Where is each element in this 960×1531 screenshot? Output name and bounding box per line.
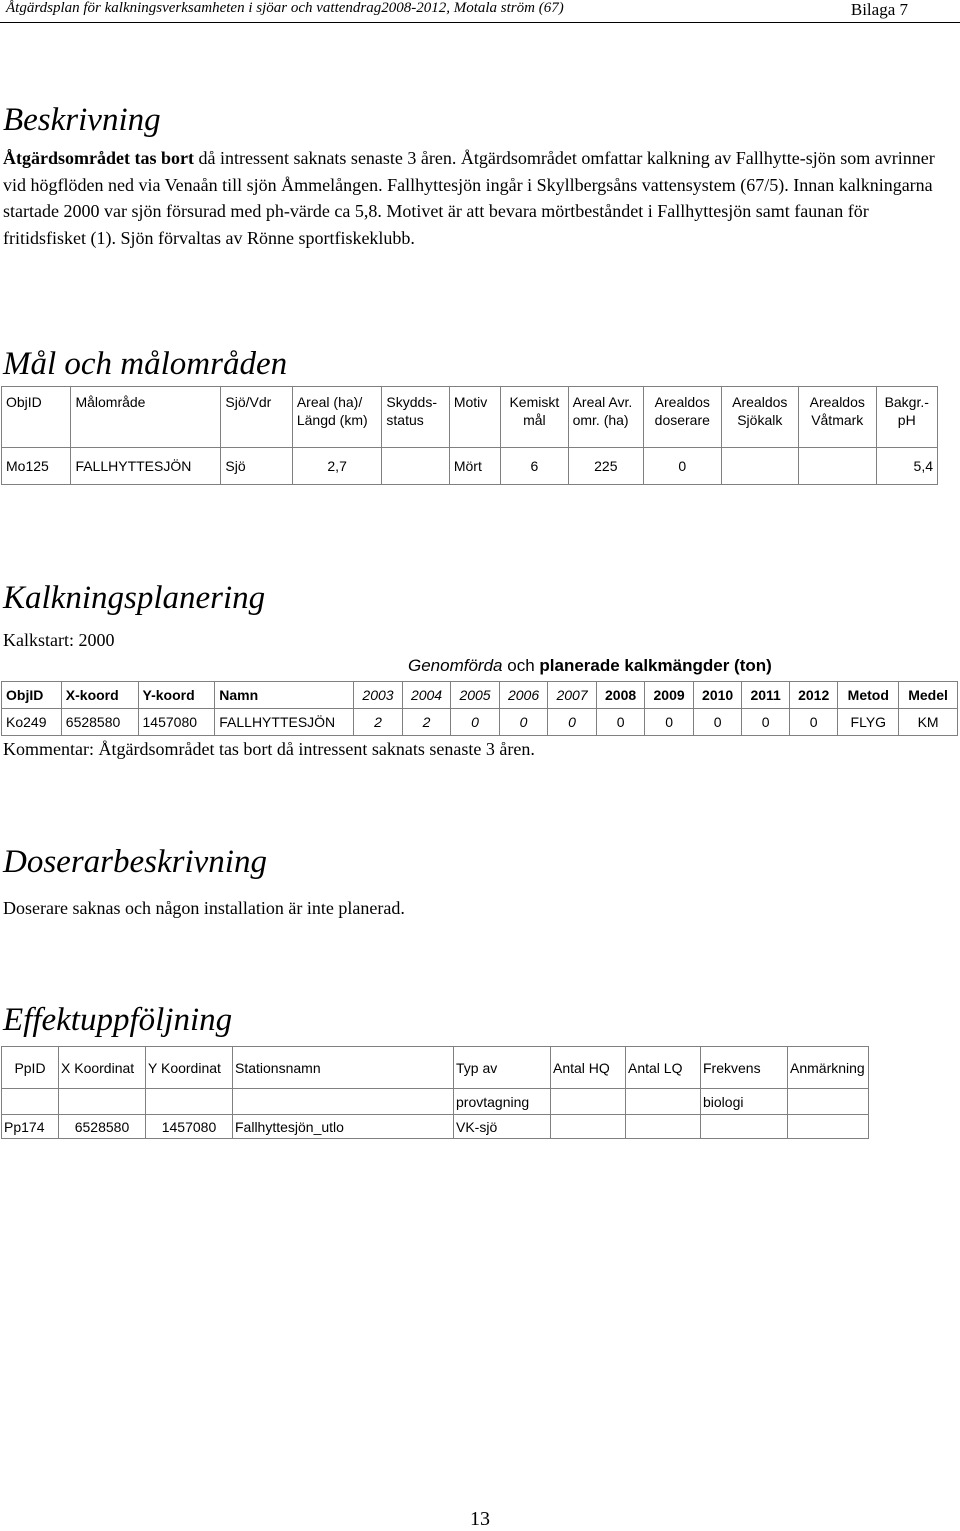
mal-header-row: [2, 387, 938, 448]
mal-table: [1, 386, 938, 485]
effekt-header-row-1: [2, 1047, 869, 1089]
kalk-cell-2011: 0: [742, 709, 790, 736]
mal-header-motiv: Motiv: [449, 387, 500, 448]
mal-cell-kemiskt-mal: 6: [501, 448, 568, 485]
mal-data-row: [2, 448, 938, 485]
kalk-header-2008: 2008: [596, 682, 645, 709]
mal-header-arealdos-sjokalk: Arealdos Sjökalk: [721, 387, 798, 448]
kalk-cell-2004: 2: [402, 709, 451, 736]
mal-header-malomrade: Målområde: [71, 387, 221, 448]
effekt-cell-frekvens: [701, 1115, 788, 1139]
kalk-cell-y-koord: 1457080: [138, 709, 215, 736]
kalk-comment: Kommentar: Åtgärdsområdet tas bort då intressent saknats senaste 3 åren.: [3, 739, 535, 759]
effekt-header-antal-lq: Antal LQ: [626, 1047, 701, 1089]
mal-header-bakgr-ph: Bakgr.-pH: [876, 387, 938, 448]
kalk-header-2012: 2012: [789, 682, 838, 709]
appendix-label: Bilaga 7: [850, 0, 908, 19]
kalk-header-2011: 2011: [742, 682, 790, 709]
kalk-caption-planerade: planerade kalkmängder (ton): [539, 656, 772, 675]
kalk-header-row: [2, 682, 958, 709]
kalk-header-2007: 2007: [548, 682, 597, 709]
beskrivning-text: [3, 145, 953, 251]
effekt-header-typ-av: Typ av: [454, 1047, 551, 1089]
kalk-cell-2003: 2: [354, 709, 403, 736]
effekt-data-row: [2, 1115, 869, 1139]
beskrivning-body: då intressent saknats senaste 3 åren. Åtgärdsområdet omfattar kalkning av Fallhytte-sjön som avrinner vid högflöden ned via Venaån till sjön Åmmelången. Fallhyttesjön ingår i Skyllbergsåns vattensystem (67/5). Innan kalkningarna startade 2000 var sjön försurad med ph-värde ca 5,8. Motivet är att bevara mörtbeståndet i Fallhyttesjön samt faunan för fritidsfisket (1). Sjön förvaltas av Rönne sportfiskeklubb.: [3, 148, 935, 248]
kalk-header-2003: 2003: [354, 682, 403, 709]
kalk-header-medel: Medel: [899, 682, 958, 709]
effekt-header2-empty-9: [788, 1089, 869, 1115]
mal-header-objid: ObjID: [2, 387, 71, 448]
effekt-header-y-koordinat: Y Koordinat: [146, 1047, 233, 1089]
effekt-cell-y-koordinat: 1457080: [146, 1115, 233, 1139]
effekt-header2-empty-1: [2, 1089, 59, 1115]
effekt-cell-anmarkning: [788, 1115, 869, 1139]
kalk-cell-2012: 0: [789, 709, 838, 736]
effekt-cell-antal-hq: [551, 1115, 626, 1139]
document-header-title: Åtgärdsplan för kalkningsverksamheten i sjöar och vattendrag2008-2012, Motala ström (67): [6, 0, 564, 16]
kalk-header-metod: Metod: [838, 682, 899, 709]
effekt-header-x-koordinat: X Koordinat: [59, 1047, 146, 1089]
mal-cell-malomrade: FALLHYTTESJÖN: [71, 448, 221, 485]
effekt-cell-typ: VK-sjö: [454, 1115, 551, 1139]
effekt-header-biologi: biologi: [701, 1089, 788, 1115]
kalk-table: [1, 681, 958, 736]
doserar-text: Doserare saknas och någon installation är inte planerad.: [3, 898, 405, 918]
kalk-cell-medel: KM: [899, 709, 958, 736]
effekt-cell-stationsnamn: Fallhyttesjön_utlo: [233, 1115, 454, 1139]
effekt-header2-empty-7: [626, 1089, 701, 1115]
mal-heading: Mål och målområden: [3, 346, 288, 382]
kalk-caption-och: och: [507, 656, 535, 675]
effekt-header-provtagning: provtagning: [454, 1089, 551, 1115]
kalkstart-label: Kalkstart: 2000: [3, 630, 115, 650]
mal-cell-arealdos-doserare: 0: [644, 448, 721, 485]
effekt-header-antal-hq: Antal HQ: [551, 1047, 626, 1089]
effekt-cell-antal-lq: [626, 1115, 701, 1139]
kalk-cell-x-koord: 6528580: [61, 709, 138, 736]
mal-cell-arealdos-vatmark: [799, 448, 876, 485]
kalk-cell-2008: 0: [596, 709, 645, 736]
kalk-header-y-koord: Y-koord: [138, 682, 215, 709]
kalk-header-2004: 2004: [402, 682, 451, 709]
kalk-data-row: [2, 709, 958, 736]
effekt-header-frekvens: Frekvens: [701, 1047, 788, 1089]
page-number: 13: [470, 1508, 490, 1530]
kalk-cell-namn: FALLHYTTESJÖN: [215, 709, 354, 736]
kalk-cell-2009: 0: [645, 709, 694, 736]
kalk-cell-2010: 0: [693, 709, 742, 736]
mal-cell-sjo-vdr: Sjö: [221, 448, 292, 485]
kalk-cell-metod: FLYG: [838, 709, 899, 736]
beskrivning-heading: Beskrivning: [3, 102, 161, 138]
mal-cell-areal: 2,7: [292, 448, 382, 485]
effekt-header-stationsnamn: Stationsnamn: [233, 1047, 454, 1089]
kalk-header-objid: ObjID: [2, 682, 62, 709]
kalk-header-x-koord: X-koord: [61, 682, 138, 709]
mal-header-skyddsstatus: Skydds-status: [382, 387, 449, 448]
mal-header-sjo-vdr: Sjö/Vdr: [221, 387, 292, 448]
kalk-cell-objid: Ko249: [2, 709, 62, 736]
mal-cell-bakgr-ph: 5,4: [876, 448, 938, 485]
effekt-header2-empty-2: [59, 1089, 146, 1115]
mal-cell-arealdos-sjokalk: [721, 448, 798, 485]
effekt-heading: Effektuppföljning: [3, 1002, 233, 1038]
effekt-header-anmarkning: Anmärkning: [788, 1047, 869, 1089]
mal-cell-motiv: Mört: [449, 448, 500, 485]
effekt-cell-x-koordinat: 6528580: [59, 1115, 146, 1139]
kalk-header-2005: 2005: [451, 682, 500, 709]
mal-header-areal-avr: Areal Avr. omr. (ha): [568, 387, 643, 448]
effekt-header2-empty-6: [551, 1089, 626, 1115]
effekt-cell-ppid: Pp174: [2, 1115, 59, 1139]
mal-header-kemiskt-mal: Kemiskt mål: [501, 387, 568, 448]
effekt-header-ppid: PpID: [2, 1047, 59, 1089]
effekt-table: [1, 1046, 869, 1139]
kalk-cell-2007: 0: [548, 709, 597, 736]
mal-header-arealdos-vatmark: Arealdos Våtmark: [799, 387, 876, 448]
mal-cell-objid: Mo125: [2, 448, 71, 485]
effekt-header2-empty-3: [146, 1089, 233, 1115]
kalk-header-2010: 2010: [693, 682, 742, 709]
effekt-header-row-2: [2, 1089, 869, 1115]
doserar-heading: Doserarbeskrivning: [3, 844, 267, 880]
kalk-cell-2006: 0: [499, 709, 548, 736]
kalk-caption-genomforda: Genomförda: [408, 656, 503, 675]
kalk-header-2009: 2009: [645, 682, 694, 709]
kalk-header-namn: Namn: [215, 682, 354, 709]
mal-header-arealdos-doserare: Arealdos doserare: [644, 387, 721, 448]
mal-cell-skyddsstatus: [382, 448, 449, 485]
kalk-cell-2005: 0: [451, 709, 500, 736]
mal-header-areal: Areal (ha)/ Längd (km): [292, 387, 382, 448]
kalk-heading: Kalkningsplanering: [3, 580, 266, 616]
mal-cell-areal-avr: 225: [568, 448, 643, 485]
beskrivning-bold-lead: Åtgärdsområdet tas bort: [3, 148, 194, 168]
kalk-header-2006: 2006: [499, 682, 548, 709]
kalk-caption: [408, 656, 772, 676]
effekt-header2-empty-4: [233, 1089, 454, 1115]
header-divider: [0, 22, 960, 23]
